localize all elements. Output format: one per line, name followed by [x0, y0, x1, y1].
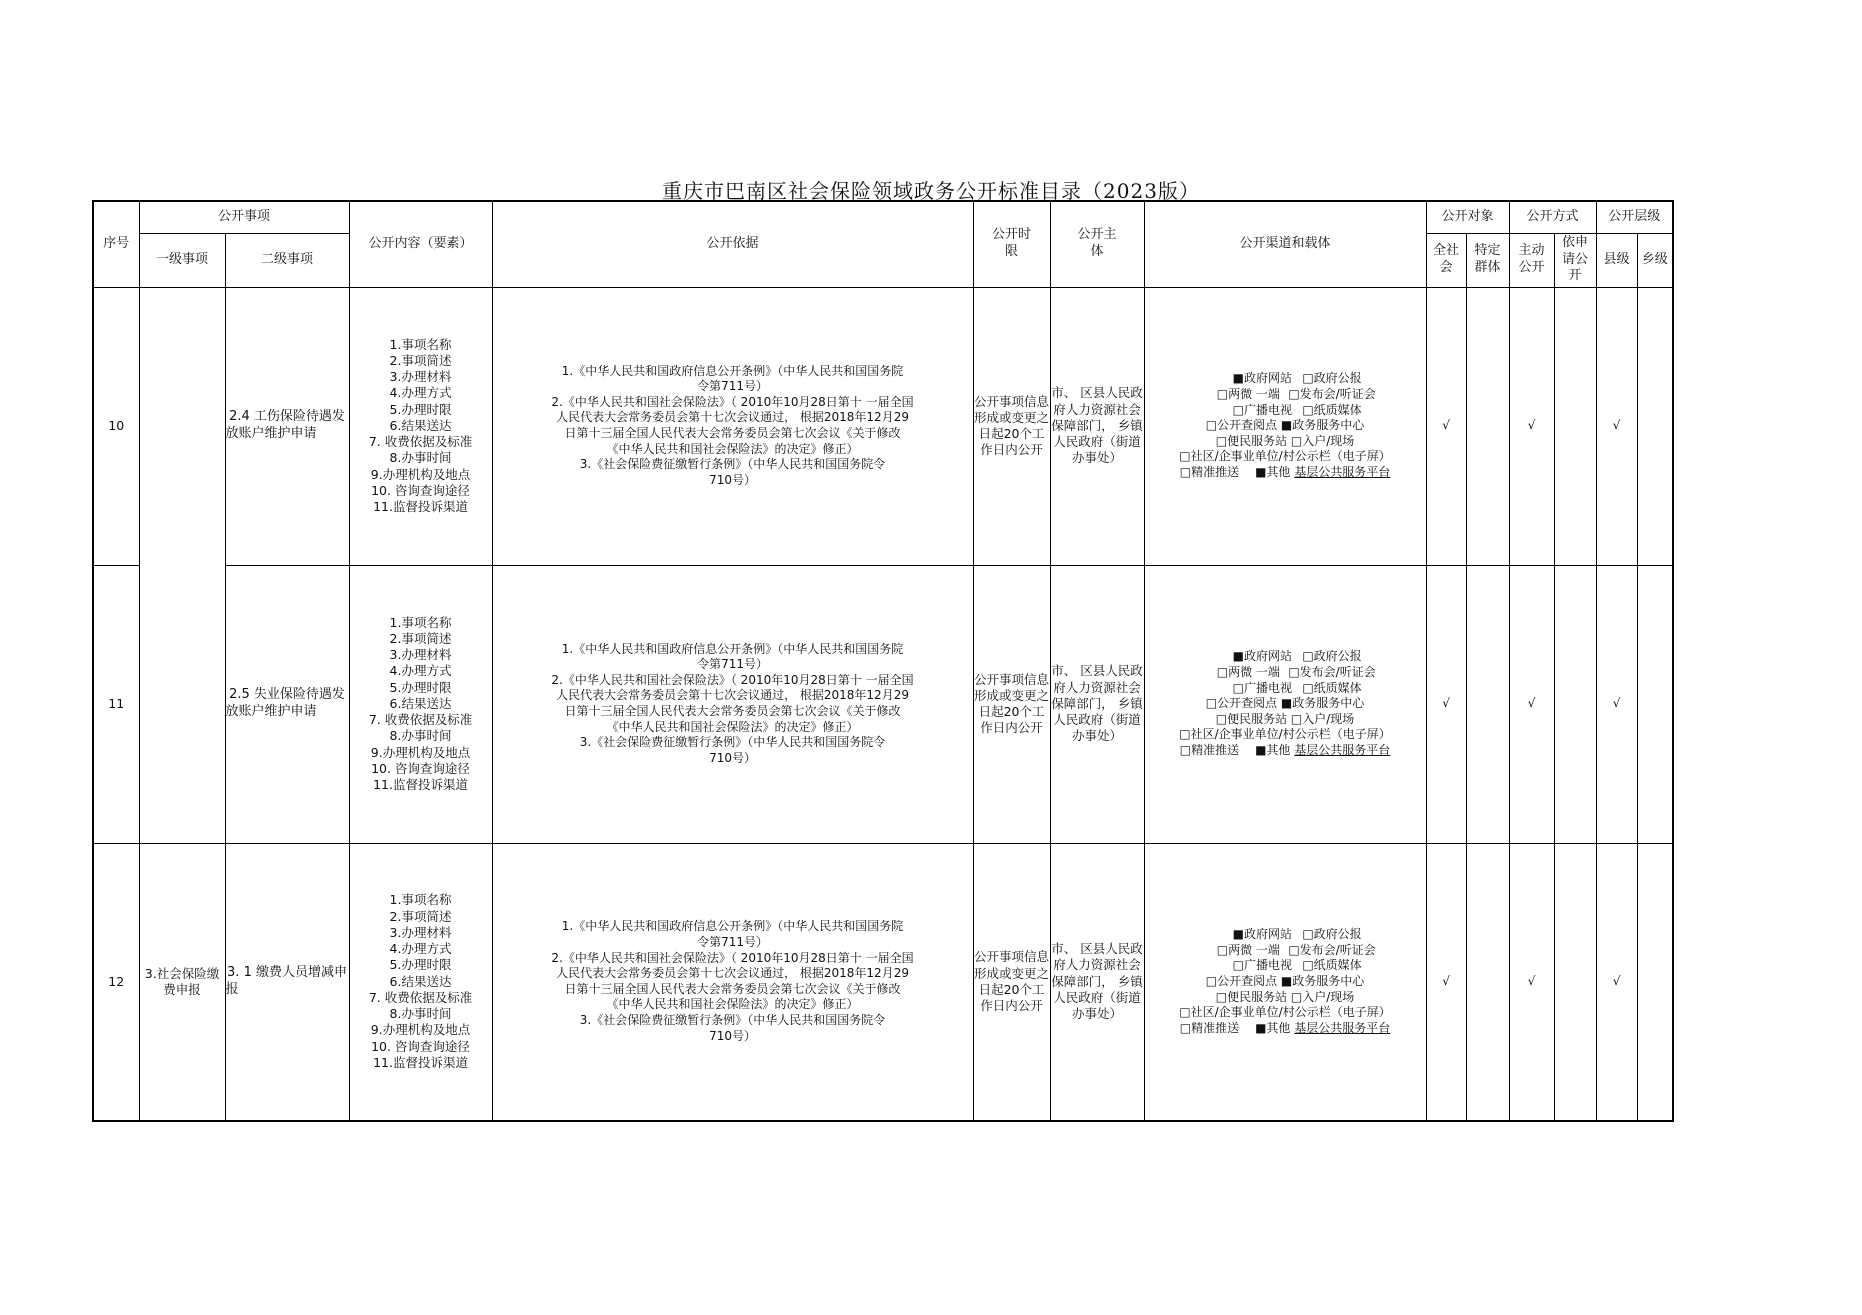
header-channels: 公开渠道和载体 [1144, 201, 1426, 287]
header-subject: 公开主体 [1050, 201, 1144, 287]
row-subject: 市、 区县人民政府人力资源社会保障部门， 乡镇人民政府（街道办事处） [1050, 565, 1144, 843]
row-seq: 12 [93, 843, 139, 1121]
table-row [93, 565, 1673, 843]
page-title: 重庆市巴南区社会保险领域政务公开标准目录（2023版） [662, 179, 1200, 203]
check-county: √ [1596, 287, 1637, 565]
header-target-specific: 特定群体 [1466, 233, 1509, 287]
check-all: √ [1426, 843, 1466, 1121]
header-method-active: 主动公开 [1509, 233, 1554, 287]
header-method-group: 公开方式 [1509, 201, 1596, 233]
row-channels: ■政府网站 □政府公报 □两微 一端 □发布会/听证会 □广播电视 □纸质媒体 □公开查阅点 ■政务服务中心 □便民服务站 □入户/现场 □社区/企事业单位/村公示栏（电子屏） □精准推送 ■其他 基层公共服务平台 [1144, 843, 1426, 1121]
check-town [1637, 565, 1673, 843]
row-level1: 3.社会保险缴费申报 [139, 843, 225, 1121]
row-content: 1.事项名称 2.事项简述 3.办理材料 4.办理方式 5.办理时限 6.结果送达 7. 收费依据及标准 8.办事时间 9.办理机构及地点 10. 咨询查询途径 11.监督投诉渠道 [349, 287, 492, 565]
header-content: 公开内容（要素） [349, 201, 492, 287]
header-method-apply: 依申请公开 [1554, 233, 1596, 287]
row-seq: 11 [93, 565, 139, 843]
header-seq: 序号 [93, 201, 139, 287]
check-town [1637, 843, 1673, 1121]
row-channels: ■政府网站 □政府公报 □两微 一端 □发布会/听证会 □广播电视 □纸质媒体 □公开查阅点 ■政务服务中心 □便民服务站 □入户/现场 □社区/企事业单位/村公示栏（电子屏） □精准推送 ■其他 基层公共服务平台 [1144, 565, 1426, 843]
header-level2: 二级事项 [225, 233, 349, 287]
row-time-limit: 公开事项信息形成或变更之日起20个工作日内公开 [973, 843, 1050, 1121]
catalog-table [92, 200, 1674, 1122]
check-town [1637, 287, 1673, 565]
header-target-group: 公开对象 [1426, 201, 1509, 233]
row-basis: 1.《中华人民共和国政府信息公开条例》（中华人民共和国国务院 令第711号） 2.《中华人民共和国社会保险法》（ 2010年10月28日第十 一届全国 人民代表大会常务委员会第十七次会议通过， 根据2018年12月29 日第十三届全国人民代表大会常务委员会第七次会议《关于修改 《中华人民共和国社会保险法》的决定》修正） 3.《社会保险费征缴暂行条例》（中华人民共和国国务院令 710号） [492, 843, 973, 1121]
row-content: 1.事项名称 2.事项简述 3.办理材料 4.办理方式 5.办理时限 6.结果送达 7. 收费依据及标准 8.办事时间 9.办理机构及地点 10. 咨询查询途径 11.监督投诉渠道 [349, 843, 492, 1121]
check-specific [1466, 565, 1509, 843]
check-county: √ [1596, 565, 1637, 843]
row-content: 1.事项名称 2.事项简述 3.办理材料 4.办理方式 5.办理时限 6.结果送达 7. 收费依据及标准 8.办事时间 9.办理机构及地点 10. 咨询查询途径 11.监督投诉渠道 [349, 565, 492, 843]
check-all: √ [1426, 287, 1466, 565]
check-active: √ [1509, 565, 1554, 843]
header-item-group: 公开事项 [139, 201, 349, 233]
header-level-town: 乡级 [1637, 233, 1673, 287]
table-row [93, 287, 1673, 565]
row-level1 [139, 287, 225, 843]
table-row [93, 843, 1673, 1121]
check-apply [1554, 565, 1596, 843]
row-level2: 2.4 工伤保险待遇发放账户维护申请 [225, 287, 349, 565]
row-subject: 市、 区县人民政府人力资源社会保障部门， 乡镇人民政府（街道办事处） [1050, 843, 1144, 1121]
header-time-limit: 公开时限 [973, 201, 1050, 287]
check-specific [1466, 287, 1509, 565]
check-county: √ [1596, 843, 1637, 1121]
check-active: √ [1509, 843, 1554, 1121]
row-level2: 3. 1 缴费人员增减申报 [225, 843, 349, 1121]
row-basis: 1.《中华人民共和国政府信息公开条例》（中华人民共和国国务院 令第711号） 2.《中华人民共和国社会保险法》（ 2010年10月28日第十 一届全国 人民代表大会常务委员会第十七次会议通过， 根据2018年12月29 日第十三届全国人民代表大会常务委员会第七次会议《关于修改 《中华人民共和国社会保险法》的决定》修正） 3.《社会保险费征缴暂行条例》（中华人民共和国国务院令 710号） [492, 565, 973, 843]
row-channels: ■政府网站 □政府公报 □两微 一端 □发布会/听证会 □广播电视 □纸质媒体 □公开查阅点 ■政务服务中心 □便民服务站 □入户/现场 □社区/企事业单位/村公示栏（电子屏） □精准推送 ■其他 基层公共服务平台 [1144, 287, 1426, 565]
header-level-group: 公开层级 [1596, 201, 1673, 233]
check-apply [1554, 287, 1596, 565]
row-time-limit: 公开事项信息形成或变更之日起20个工作日内公开 [973, 565, 1050, 843]
check-specific [1466, 843, 1509, 1121]
row-time-limit: 公开事项信息形成或变更之日起20个工作日内公开 [973, 287, 1050, 565]
row-subject: 市、 区县人民政府人力资源社会保障部门， 乡镇人民政府（街道办事处） [1050, 287, 1144, 565]
header-level-county: 县级 [1596, 233, 1637, 287]
header-target-all: 全社会 [1426, 233, 1466, 287]
row-basis: 1.《中华人民共和国政府信息公开条例》（中华人民共和国国务院 令第711号） 2.《中华人民共和国社会保险法》（ 2010年10月28日第十 一届全国 人民代表大会常务委员会第十七次会议通过， 根据2018年12月29 日第十三届全国人民代表大会常务委员会第七次会议《关于修改 《中华人民共和国社会保险法》的决定》修正） 3.《社会保险费征缴暂行条例》（中华人民共和国国务院令 710号） [492, 287, 973, 565]
check-all: √ [1426, 565, 1466, 843]
row-level2: 2.5 失业保险待遇发放账户维护申请 [225, 565, 349, 843]
header-basis: 公开依据 [492, 201, 973, 287]
row-seq: 10 [93, 287, 139, 565]
header-level1: 一级事项 [139, 233, 225, 287]
check-apply [1554, 843, 1596, 1121]
check-active: √ [1509, 287, 1554, 565]
